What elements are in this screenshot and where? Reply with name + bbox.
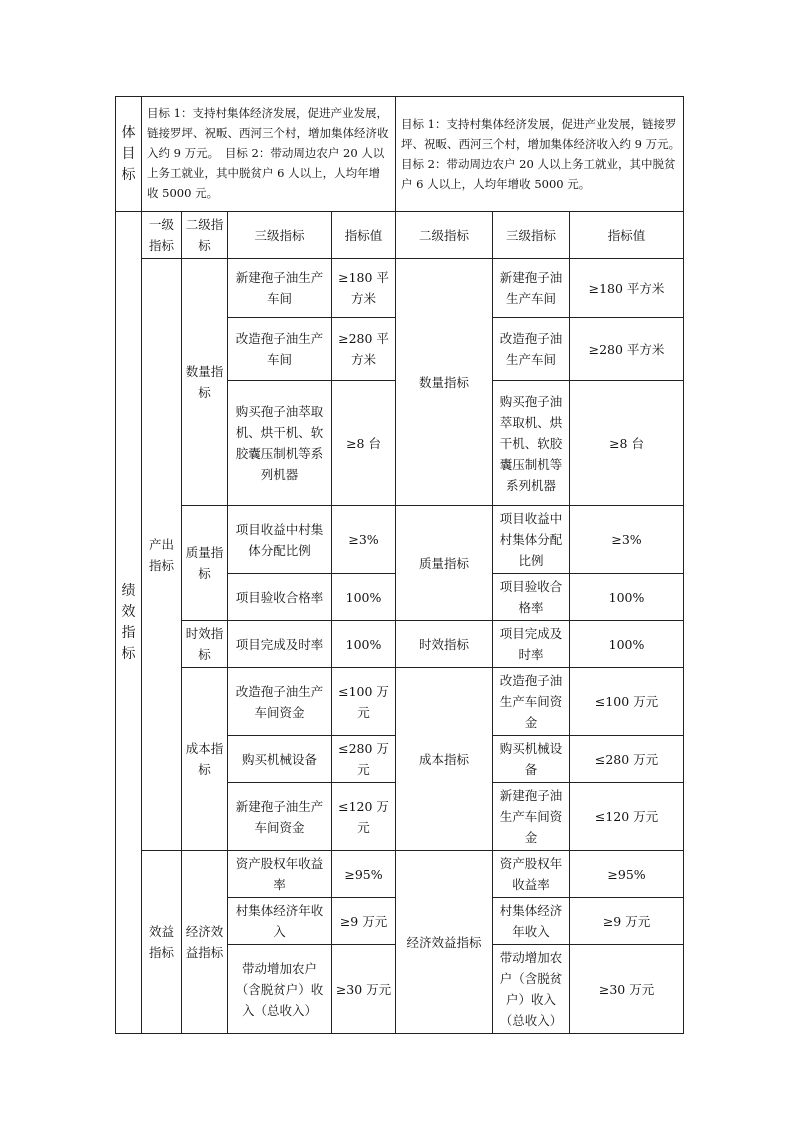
overall-goal-row <box>116 97 684 212</box>
row-lv: ≥9 万元 <box>332 898 396 945</box>
row-r3: 村集体经济年收入 <box>493 898 570 945</box>
table-row <box>116 668 684 736</box>
group-quantity-right: 数量指标 <box>396 259 493 506</box>
row-lv: ≥3% <box>332 506 396 574</box>
row-r3: 改造孢子油生产车间 <box>493 318 570 381</box>
row-r3: 项目收益中村集体分配比例 <box>493 506 570 574</box>
row-l3: 资产股权年收益率 <box>228 851 332 898</box>
group-timeliness-right: 时效指标 <box>396 621 493 668</box>
group-cost-right: 成本指标 <box>396 668 493 851</box>
row-rv: ≥3% <box>570 506 684 574</box>
row-l3: 购买孢子油萃取机、烘干机、软胶囊压制机等系列机器 <box>228 381 332 506</box>
row-lv: 100% <box>332 621 396 668</box>
row-l3: 项目收益中村集体分配比例 <box>228 506 332 574</box>
row-lv: 100% <box>332 574 396 621</box>
row-rv: 100% <box>570 574 684 621</box>
group-economic: 经济效益指标 <box>182 851 228 1034</box>
row-rv: ≥8 台 <box>570 381 684 506</box>
row-l3: 项目验收合格率 <box>228 574 332 621</box>
table-row <box>116 621 684 668</box>
table-row <box>116 851 684 898</box>
group-timeliness: 时效指标 <box>182 621 228 668</box>
group-cost: 成本指标 <box>182 668 228 851</box>
group-quality: 质量指标 <box>182 506 228 621</box>
row-l3: 改造孢子油生产车间资金 <box>228 668 332 736</box>
group-quality-right: 质量指标 <box>396 506 493 621</box>
row-r3: 项目验收合格率 <box>493 574 570 621</box>
header-value: 指标值 <box>332 212 396 259</box>
performance-target-table <box>115 96 684 1034</box>
row-rv: ≥280 平方米 <box>570 318 684 381</box>
row-r3: 新建孢子油生产车间 <box>493 259 570 318</box>
table-row <box>116 506 684 574</box>
header-value-right: 指标值 <box>570 212 684 259</box>
header-level3: 三级指标 <box>228 212 332 259</box>
group-output: 产出指标 <box>142 259 182 851</box>
row-r3: 购买机械设备 <box>493 736 570 783</box>
row-rv: ≤100 万元 <box>570 668 684 736</box>
row-lv: ≤280 万元 <box>332 736 396 783</box>
row-rv: 100% <box>570 621 684 668</box>
group-quantity: 数量指标 <box>182 259 228 506</box>
header-level2-right: 二级指标 <box>396 212 493 259</box>
header-level1: 一级指标 <box>142 212 182 259</box>
row-rv: ≥95% <box>570 851 684 898</box>
row-lv: ≤100 万元 <box>332 668 396 736</box>
row-lv: ≥280 平方米 <box>332 318 396 381</box>
row-lv: ≥180 平方米 <box>332 259 396 318</box>
row-r3: 新建孢子油生产车间资金 <box>493 783 570 851</box>
row-rv: ≤280 万元 <box>570 736 684 783</box>
row-rv: ≥180 平方米 <box>570 259 684 318</box>
row-l3: 村集体经济年收入 <box>228 898 332 945</box>
table-row <box>116 259 684 318</box>
row-l3: 项目完成及时率 <box>228 621 332 668</box>
row-lv: ≤120 万元 <box>332 783 396 851</box>
perf-label: 绩效指标 <box>116 212 142 1034</box>
row-l3: 购买机械设备 <box>228 736 332 783</box>
row-l3: 改造孢子油生产车间 <box>228 318 332 381</box>
header-row <box>116 212 684 259</box>
row-l3: 新建孢子油生产车间 <box>228 259 332 318</box>
header-level3-right: 三级指标 <box>493 212 570 259</box>
row-r3: 带动增加农户（含脱贫户）收入（总收入） <box>493 945 570 1034</box>
row-r3: 购买孢子油萃取机、烘干机、软胶囊压制机等系列机器 <box>493 381 570 506</box>
row-lv: ≥30 万元 <box>332 945 396 1034</box>
group-benefit: 效益指标 <box>142 851 182 1034</box>
row-lv: ≥8 台 <box>332 381 396 506</box>
goal-label: 体目标 <box>116 97 142 212</box>
row-r3: 资产股权年收益率 <box>493 851 570 898</box>
row-rv: ≥9 万元 <box>570 898 684 945</box>
row-r3: 项目完成及时率 <box>493 621 570 668</box>
header-level2: 二级指标 <box>182 212 228 259</box>
row-rv: ≤120 万元 <box>570 783 684 851</box>
goal-right-text: 目标 1：支持村集体经济发展，促进产业发展，链接罗坪、祝畈、西河三个村，增加集体经济收入约 9 万元。 目标 2：带动周边农户 20 人以上务工就业，其中脱贫户 6 人以上，人均年增收 5000 元。 <box>396 97 684 212</box>
group-economic-right: 经济效益指标 <box>396 851 493 1034</box>
row-lv: ≥95% <box>332 851 396 898</box>
goal-left-text: 目标 1：支持村集体经济发展，促进产业发展，链接罗坪、祝畈、西河三个村，增加集体经济收入约 9 万元。 目标 2：带动周边农户 20 人以上务工就业，其中脱贫户 6 人以上，人均年增收 5000 元。 <box>142 97 396 212</box>
row-l3: 新建孢子油生产车间资金 <box>228 783 332 851</box>
row-r3: 改造孢子油生产车间资金 <box>493 668 570 736</box>
row-l3: 带动增加农户（含脱贫户）收入（总收入） <box>228 945 332 1034</box>
row-rv: ≥30 万元 <box>570 945 684 1034</box>
